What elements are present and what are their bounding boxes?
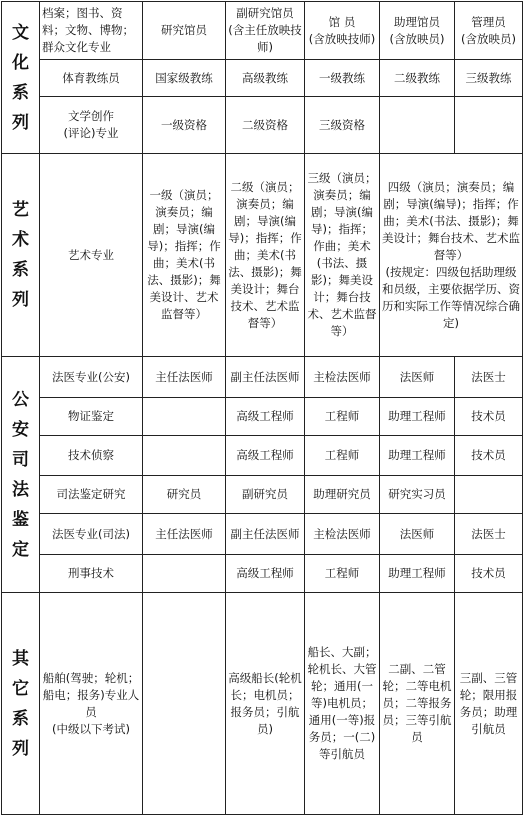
rank-1-cell: 一级（演员；演奏员；编剧；导演(编导)；指挥；作曲；美术(书法、摄影)；舞美设计、艺术监督等） (143, 154, 226, 357)
rank-4-cell: 助理工程师 (380, 398, 455, 436)
rank-2-cell: 副主任法医师 (226, 357, 305, 398)
rank-1-cell (143, 593, 226, 815)
rank-2-cell: 高级教练 (226, 60, 305, 97)
category-culture: 文 化 系 列 (2, 2, 40, 154)
major-cell: 法医专业(司法) (40, 514, 143, 555)
rank-5-cell: 三副、三管轮；限用报务员；助理引航员 (455, 593, 523, 815)
rank-1-cell: 一级资格 (143, 97, 226, 154)
rank-2-cell: 二级（演员；演奏员；编剧；导演(编导)；指挥；作曲；美术(书法、摄影)；舞美设计；舞台技术、艺术监督等） (226, 154, 305, 357)
rank-3-cell: 工程师 (305, 398, 380, 436)
rank-1-cell: 国家级教练 (143, 60, 226, 97)
rank-4-cell: 二副、二管轮；二等电机员；二等报务员；三等引航员 (380, 593, 455, 815)
table-row (2, 154, 523, 357)
rank-5-cell: 技术员 (455, 555, 523, 593)
major-cell: 物证鉴定 (40, 398, 143, 436)
table-row (2, 436, 523, 476)
rank-5-cell: 技术员 (455, 436, 523, 476)
rank-1-cell (143, 436, 226, 476)
rank-4-5-cell: 四级（演员；演奏员；编剧；导演(编导)；指挥；作曲；美术(书法、摄影)；舞美设计；舞台技术、艺术监督等） (按规定：四级包括助理级和员级，主要依据学历、资历和实际工作等情况综合确定) (380, 154, 523, 357)
rank-5-cell: 法医士 (455, 357, 523, 398)
rank-4-cell: 研究实习员 (380, 476, 455, 514)
rank-5-cell: 三级教练 (455, 60, 523, 97)
rank-5-cell: 管理员 (含放映员) (455, 2, 523, 60)
category-justice: 公 安 司 法 鉴 定 (2, 357, 40, 593)
major-cell: 司法鉴定研究 (40, 476, 143, 514)
table-row (2, 60, 523, 97)
rank-3-cell: 一级教练 (305, 60, 380, 97)
major-cell: 艺术专业 (40, 154, 143, 357)
major-cell: 文学创作 (评论)专业 (40, 97, 143, 154)
rank-3-cell: 工程师 (305, 555, 380, 593)
rank-1-cell: 研究员 (143, 476, 226, 514)
rank-2-cell: 副研究馆员 (含主任放映技师) (226, 2, 305, 60)
major-cell: 刑事技术 (40, 555, 143, 593)
major-cell: 档案；图书、资料；文物、博物；群众文化专业 (40, 2, 143, 60)
table-row (2, 593, 523, 815)
rank-3-cell: 助理研究员 (305, 476, 380, 514)
table-row (2, 2, 523, 60)
rank-2-cell: 副研究员 (226, 476, 305, 514)
rank-5-cell (455, 476, 523, 514)
rank-3-cell: 工程师 (305, 436, 380, 476)
rank-5-cell: 法医士 (455, 514, 523, 555)
rank-1-cell (143, 398, 226, 436)
rank-5-cell (455, 97, 523, 154)
major-cell: 船舶(驾驶；轮机；船电；报务)专业人员 (中级以下考试) (40, 593, 143, 815)
rank-3-cell: 三级（演员；演奏员；编剧；导演(编导)；指挥；作曲；美术(书法、摄影)；舞美设计；舞台技术、艺术监督等） (305, 154, 380, 357)
rank-2-cell: 高级工程师 (226, 436, 305, 476)
table-row (2, 476, 523, 514)
rank-4-cell: 助理工程师 (380, 555, 455, 593)
rank-4-cell: 二级教练 (380, 60, 455, 97)
rank-2-cell: 副主任法医师 (226, 514, 305, 555)
rank-5-cell: 技术员 (455, 398, 523, 436)
title-series-table (1, 1, 523, 815)
rank-4-cell: 法医师 (380, 514, 455, 555)
rank-3-cell: 主检法医师 (305, 514, 380, 555)
major-cell: 技术侦察 (40, 436, 143, 476)
table-row (2, 97, 523, 154)
rank-1-cell: 研究馆员 (143, 2, 226, 60)
rank-3-cell: 船长、大副；轮机长、大管轮；通用(一等)电机员；通用(一等)报务员；一(二)等引航员 (305, 593, 380, 815)
rank-2-cell: 高级工程师 (226, 555, 305, 593)
table-row (2, 398, 523, 436)
rank-4-cell: 法医师 (380, 357, 455, 398)
rank-1-cell (143, 555, 226, 593)
rank-3-cell: 馆 员 (含放映技师) (305, 2, 380, 60)
rank-2-cell: 高级船长(轮机长；电机员；报务员；引航员) (226, 593, 305, 815)
rank-3-cell: 主检法医师 (305, 357, 380, 398)
category-art: 艺 术 系 列 (2, 154, 40, 357)
rank-2-cell: 高级工程师 (226, 398, 305, 436)
rank-4-cell: 助理馆员 (含放映员) (380, 2, 455, 60)
table-row (2, 555, 523, 593)
major-cell: 法医专业(公安) (40, 357, 143, 398)
major-cell: 体育教练员 (40, 60, 143, 97)
rank-4-cell: 助理工程师 (380, 436, 455, 476)
rank-1-cell: 主任法医师 (143, 357, 226, 398)
rank-1-cell: 主任法医师 (143, 514, 226, 555)
table-row (2, 357, 523, 398)
rank-2-cell: 二级资格 (226, 97, 305, 154)
table-row (2, 514, 523, 555)
rank-3-cell: 三级资格 (305, 97, 380, 154)
rank-4-cell (380, 97, 455, 154)
category-other: 其 它 系 列 (2, 593, 40, 815)
